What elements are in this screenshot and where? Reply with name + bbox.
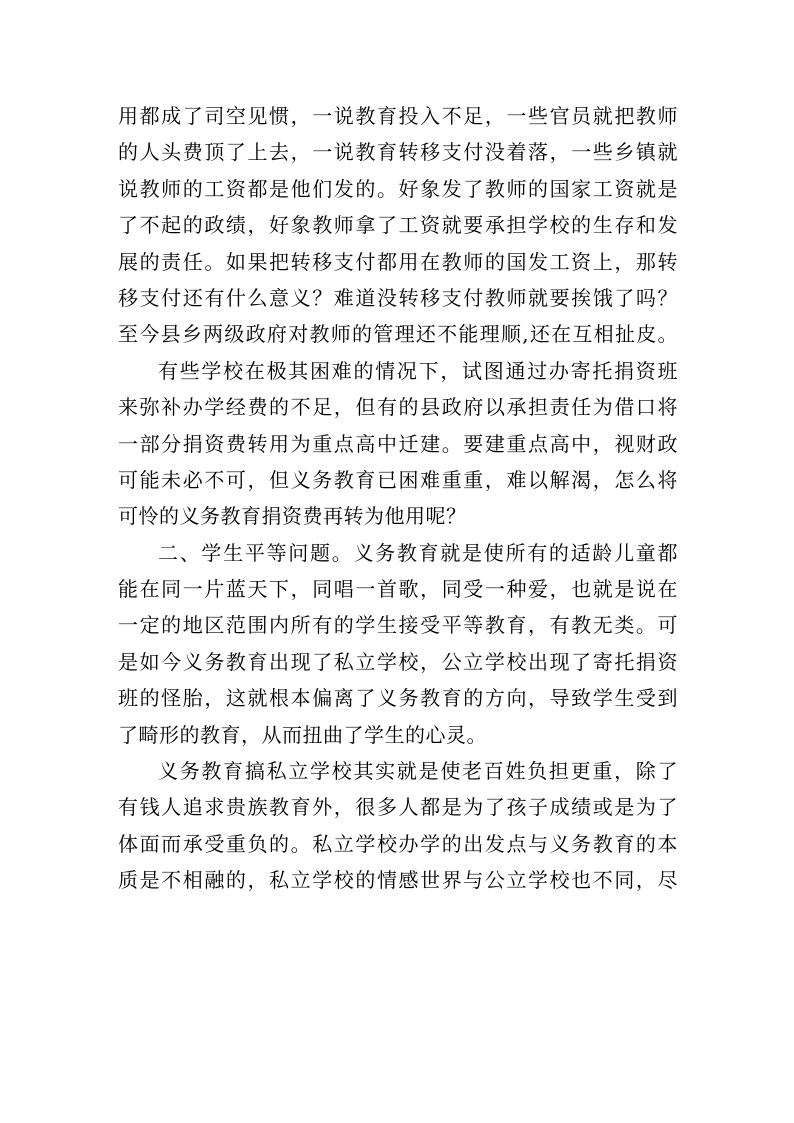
section-heading-line: 二、学生平等问题。义务教育就是使所有的适龄儿童都 [158,540,678,565]
text-line: 班的怪胎，这就根本偏离了义务教育的方向，导致学生受到 [118,686,678,711]
paragraph-last-line: 可怜的义务教育捐资费再转为他用呢？ [118,504,467,529]
paragraph-first-line: 有些学校在极其困难的情况下，试图通过办寄托捐资班 [158,358,678,383]
text-line: 了不起的政绩，好象教师拿了工资就要承担学校的生存和发 [118,213,678,238]
text-line: 一部分捐资费转用为重点高中迁建。要建重点高中，视财政 [118,431,678,456]
text-line: 体面而承受重负的。私立学校办学的出发点与义务教育的本 [118,831,678,856]
paragraph-last-line: 了畸形的教育，从而扭曲了学生的心灵。 [118,722,487,747]
text-line: 用都成了司空见惯，一说教育投入不足，一些官员就把教师 [118,104,678,128]
text-line: 来弥补办学经费的不足，但有的县政府以承担责任为借口将 [118,395,678,420]
text-line: 说教师的工资都是他们发的。好象发了教师的国家工资就是 [118,176,678,201]
text-line: 是如今义务教育出现了私立学校，公立学校出现了寄托捐资 [118,649,678,674]
paragraph-first-line: 义务教育搞私立学校其实就是使老百姓负担更重，除了 [158,759,678,784]
text-line: 的人头费顶了上去，一说教育转移支付没着落，一些乡镇就 [118,140,678,165]
text-line: 移支付还有什么意义？难道没转移支付教师就要挨饿了吗？ [118,285,678,310]
text-line: 至今县乡两级政府对教师的管理还不能理顺,还在互相扯皮。 [118,322,678,347]
text-line: 有钱人追求贵族教育外，很多人都是为了孩子成绩或是为了 [118,795,678,820]
text-line: 展的责任。如果把转移支付都用在教师的国发工资上，那转 [118,249,678,274]
text-line: 能在同一片蓝天下，同唱一首歌，同受一种爱，也就是说在 [118,577,678,602]
text-line: 一定的地区范围内所有的学生接受平等教育，有教无类。可 [118,613,678,638]
text-line: 可能未必不可，但义务教育已困难重重，难以解渴，怎么将 [118,467,678,492]
document-body [118,98,678,899]
text-line: 质是不相融的，私立学校的情感世界与公立学校也不同，尽 [118,868,678,893]
